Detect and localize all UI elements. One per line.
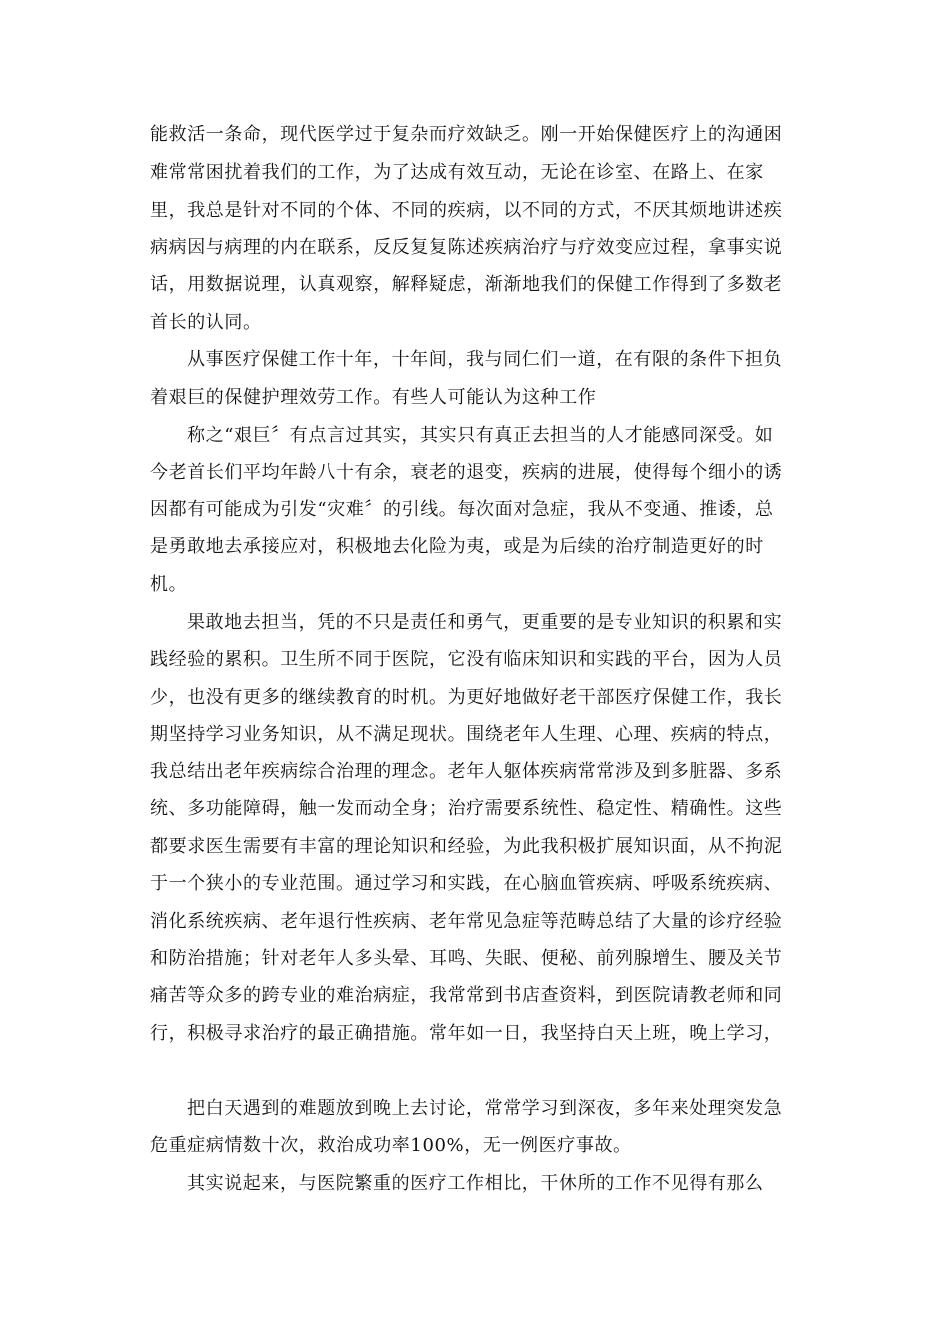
text-line: 能救活一条命，现代医学过于复杂而疗效缺乏。刚一开始保健医疗上的沟通困 [150, 124, 783, 145]
text-line: 里，我总是针对不同的个体、不同的疾病，以不同的方式，不厌其烦地讲述疾 [150, 200, 783, 221]
text-line: 期坚持学习业务知识，从不满足现状。围绕老年人生理、心理、疾病的特点， [150, 724, 783, 745]
text-line: 统、多功能障碍，触一发而动全身；治疗需要系统性、稳定性、精确性。这些 [150, 798, 783, 819]
text-line: 是勇敢地去承接应对，积极地去化险为夷，或是为后续的治疗制造更好的时 [150, 536, 764, 557]
text-line: 病病因与病理的内在联系，反反复复陈述疾病治疗与疗效变应过程，拿事实说 [150, 237, 783, 258]
text-line: 危重症病情数十次，救治成功率100%，无一例医疗事故。 [150, 1135, 632, 1156]
text-line: 今老首长们平均年龄八十有余，衰老的退变，疾病的进展，使得每个细小的诱 [150, 462, 783, 483]
text-line: 践经验的累积。卫生所不同于医院，它没有临床知识和实践的平台，因为人员 [150, 649, 783, 670]
text-line: 果敢地去担当，凭的不只是责任和勇气，更重要的是专业知识的积累和实 [187, 612, 783, 633]
text-line: 消化系统疾病、老年退行性疾病、老年常见急症等范畴总结了大量的诊疗经验 [150, 911, 783, 932]
text-line: 其实说起来，与医院繁重的医疗工作相比，干休所的工作不见得有那么 [187, 1173, 764, 1194]
text-line: 和防治措施；针对老年人多头晕、耳鸣、失眠、便秘、前列腺增生、腰及关节 [150, 948, 783, 969]
text-line: 从事医疗保健工作十年，十年间，我与同仁们一道，在有限的条件下担负 [187, 349, 783, 370]
text-line: 着艰巨的保健护理效劳工作。有些人可能认为这种工作 [150, 387, 597, 408]
text-line: 机。 [150, 574, 188, 595]
text-line: 难常常困扰着我们的工作，为了达成有效互动，无论在诊室、在路上、在家 [150, 162, 764, 183]
text-line: 痛苦等众多的跨专业的难治病症，我常常到书店查资料，到医院请教老师和同 [150, 985, 783, 1006]
text-line: 因都有可能成为引发“灾难〞的引线。每次面对急症，我从不变通、推诿，总 [150, 499, 774, 520]
text-line: 少，也没有更多的继续教育的时机。为更好地做好老干部医疗保健工作，我长 [150, 687, 783, 708]
text-line: 行，积极寻求治疗的最正确措施。常年如一日，我坚持白天上班，晚上学习， [150, 1023, 783, 1044]
text-line: 把白天遇到的难题放到晚上去讨论，常常学习到深夜，多年来处理突发急 [187, 1098, 783, 1119]
text-line: 称之“艰巨〞有点言过其实，其实只有真正去担当的人才能感同深受。如 [187, 425, 774, 446]
text-line: 都要求医生需要有丰富的理论知识和经验，为此我积极扩展知识面，从不拘泥 [150, 836, 783, 857]
text-line: 首长的认同。 [150, 312, 262, 333]
text-line: 话，用数据说理，认真观察，解释疑虑，渐渐地我们的保健工作得到了多数老 [150, 274, 783, 295]
text-line: 于一个狭小的专业范围。通过学习和实践，在心脑血管疾病、呼吸系统疾病、 [150, 873, 783, 894]
text-line: 我总结出老年疾病综合治理的理念。老年人躯体疾病常常涉及到多脏器、多系 [150, 761, 783, 782]
